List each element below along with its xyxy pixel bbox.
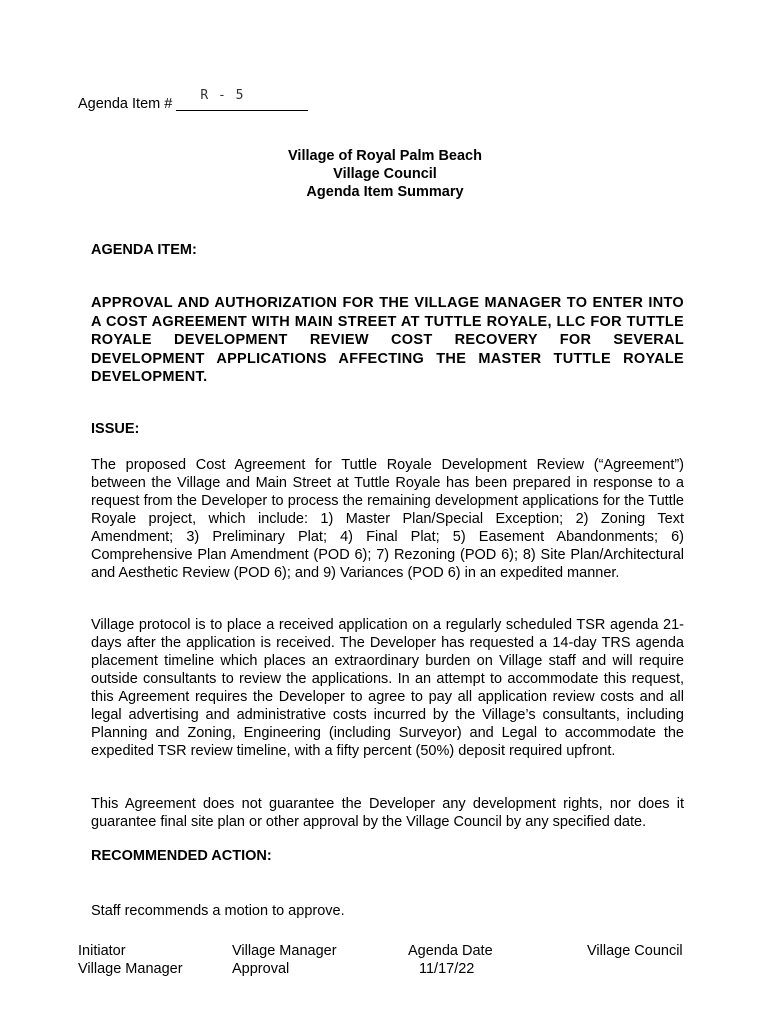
issue-paragraph-3: This Agreement does not guarantee the Developer any development rights, nor does it guarantee final site plan or other approval by the Village Council by any specified date.	[91, 796, 684, 830]
approval-label: Village Manager	[232, 943, 337, 959]
agenda-date-label: Agenda Date	[408, 943, 493, 959]
agenda-item-title: APPROVAL AND AUTHORIZATION FOR THE VILLAGE MANAGER TO ENTER INTO A COST AGREEMENT WITH MAIN STREET AT TUTTLE ROYALE, LLC FOR TUTTLE ROYALE DEVELOPMENT REVIEW COST RECOVERY FOR SEVERAL DEVELOPMENT APPLICATIONS AFFECTING THE MASTER TUTTLE ROYALE DEVELOPMENT.	[91, 295, 684, 385]
footer-initiator	[78, 942, 183, 978]
footer-agenda-date	[408, 942, 493, 978]
agenda-item-number-line	[78, 88, 308, 112]
initiator-label: Initiator	[78, 943, 126, 959]
header-body: Village Council	[333, 166, 437, 182]
header-organization: Village of Royal Palm Beach	[288, 148, 482, 164]
agenda-item-number: R - 5	[200, 88, 245, 103]
agenda-item-heading: AGENDA ITEM:	[91, 242, 197, 258]
initiator-value: Village Manager	[78, 961, 183, 977]
header-document-type: Agenda Item Summary	[306, 184, 464, 200]
agenda-item-underline	[176, 88, 308, 111]
footer-approval	[232, 942, 337, 978]
issue-paragraph-2: Village protocol is to place a received application on a regularly scheduled TSR agenda 21-days after the application is received. The Developer has requested a 14-day TRS agenda placement timeline which places an extraordinary burden on Village staff and will require outside consultants to review the applications. In an attempt to accommodate this request, this Agreement requires the Developer to agree to pay all application review costs and all legal advertising and administrative costs incurred by the Village’s consultants, including Planning and Zoning, Engineering (including Surveyor) and Legal to accommodate the expedited TSR review timeline, with a fifty percent (50%) deposit required upfront.	[91, 617, 684, 759]
agenda-item-label: Agenda Item #	[78, 96, 173, 112]
footer-council	[587, 942, 683, 960]
approval-value: Approval	[232, 961, 290, 977]
issue-heading: ISSUE:	[91, 421, 140, 437]
council-label: Village Council	[587, 943, 683, 959]
recommended-action-heading: RECOMMENDED ACTION:	[91, 848, 272, 864]
recommended-action-text: Staff recommends a motion to approve.	[91, 903, 345, 919]
agenda-date-value: 11/17/22	[419, 961, 475, 977]
issue-paragraph-1: The proposed Cost Agreement for Tuttle Royale Development Review (“Agreement”) between the Village and Main Street at Tuttle Royale has been prepared in response to a request from the Developer to process the remaining development applications for the Tuttle Royale project, which include: 1) Master Plan/Special Exception; 2) Zoning Text Amendment; 3) Preliminary Plat; 4) Final Plat; 5) Easement Abandonments; 6) Comprehensive Plan Amendment (POD 6); 7) Rezoning (POD 6); 8) Site Plan/Architectural and Aesthetic Review (POD 6); and 9) Variances (POD 6) in an expedited manner.	[91, 457, 684, 581]
document-header	[0, 147, 770, 201]
